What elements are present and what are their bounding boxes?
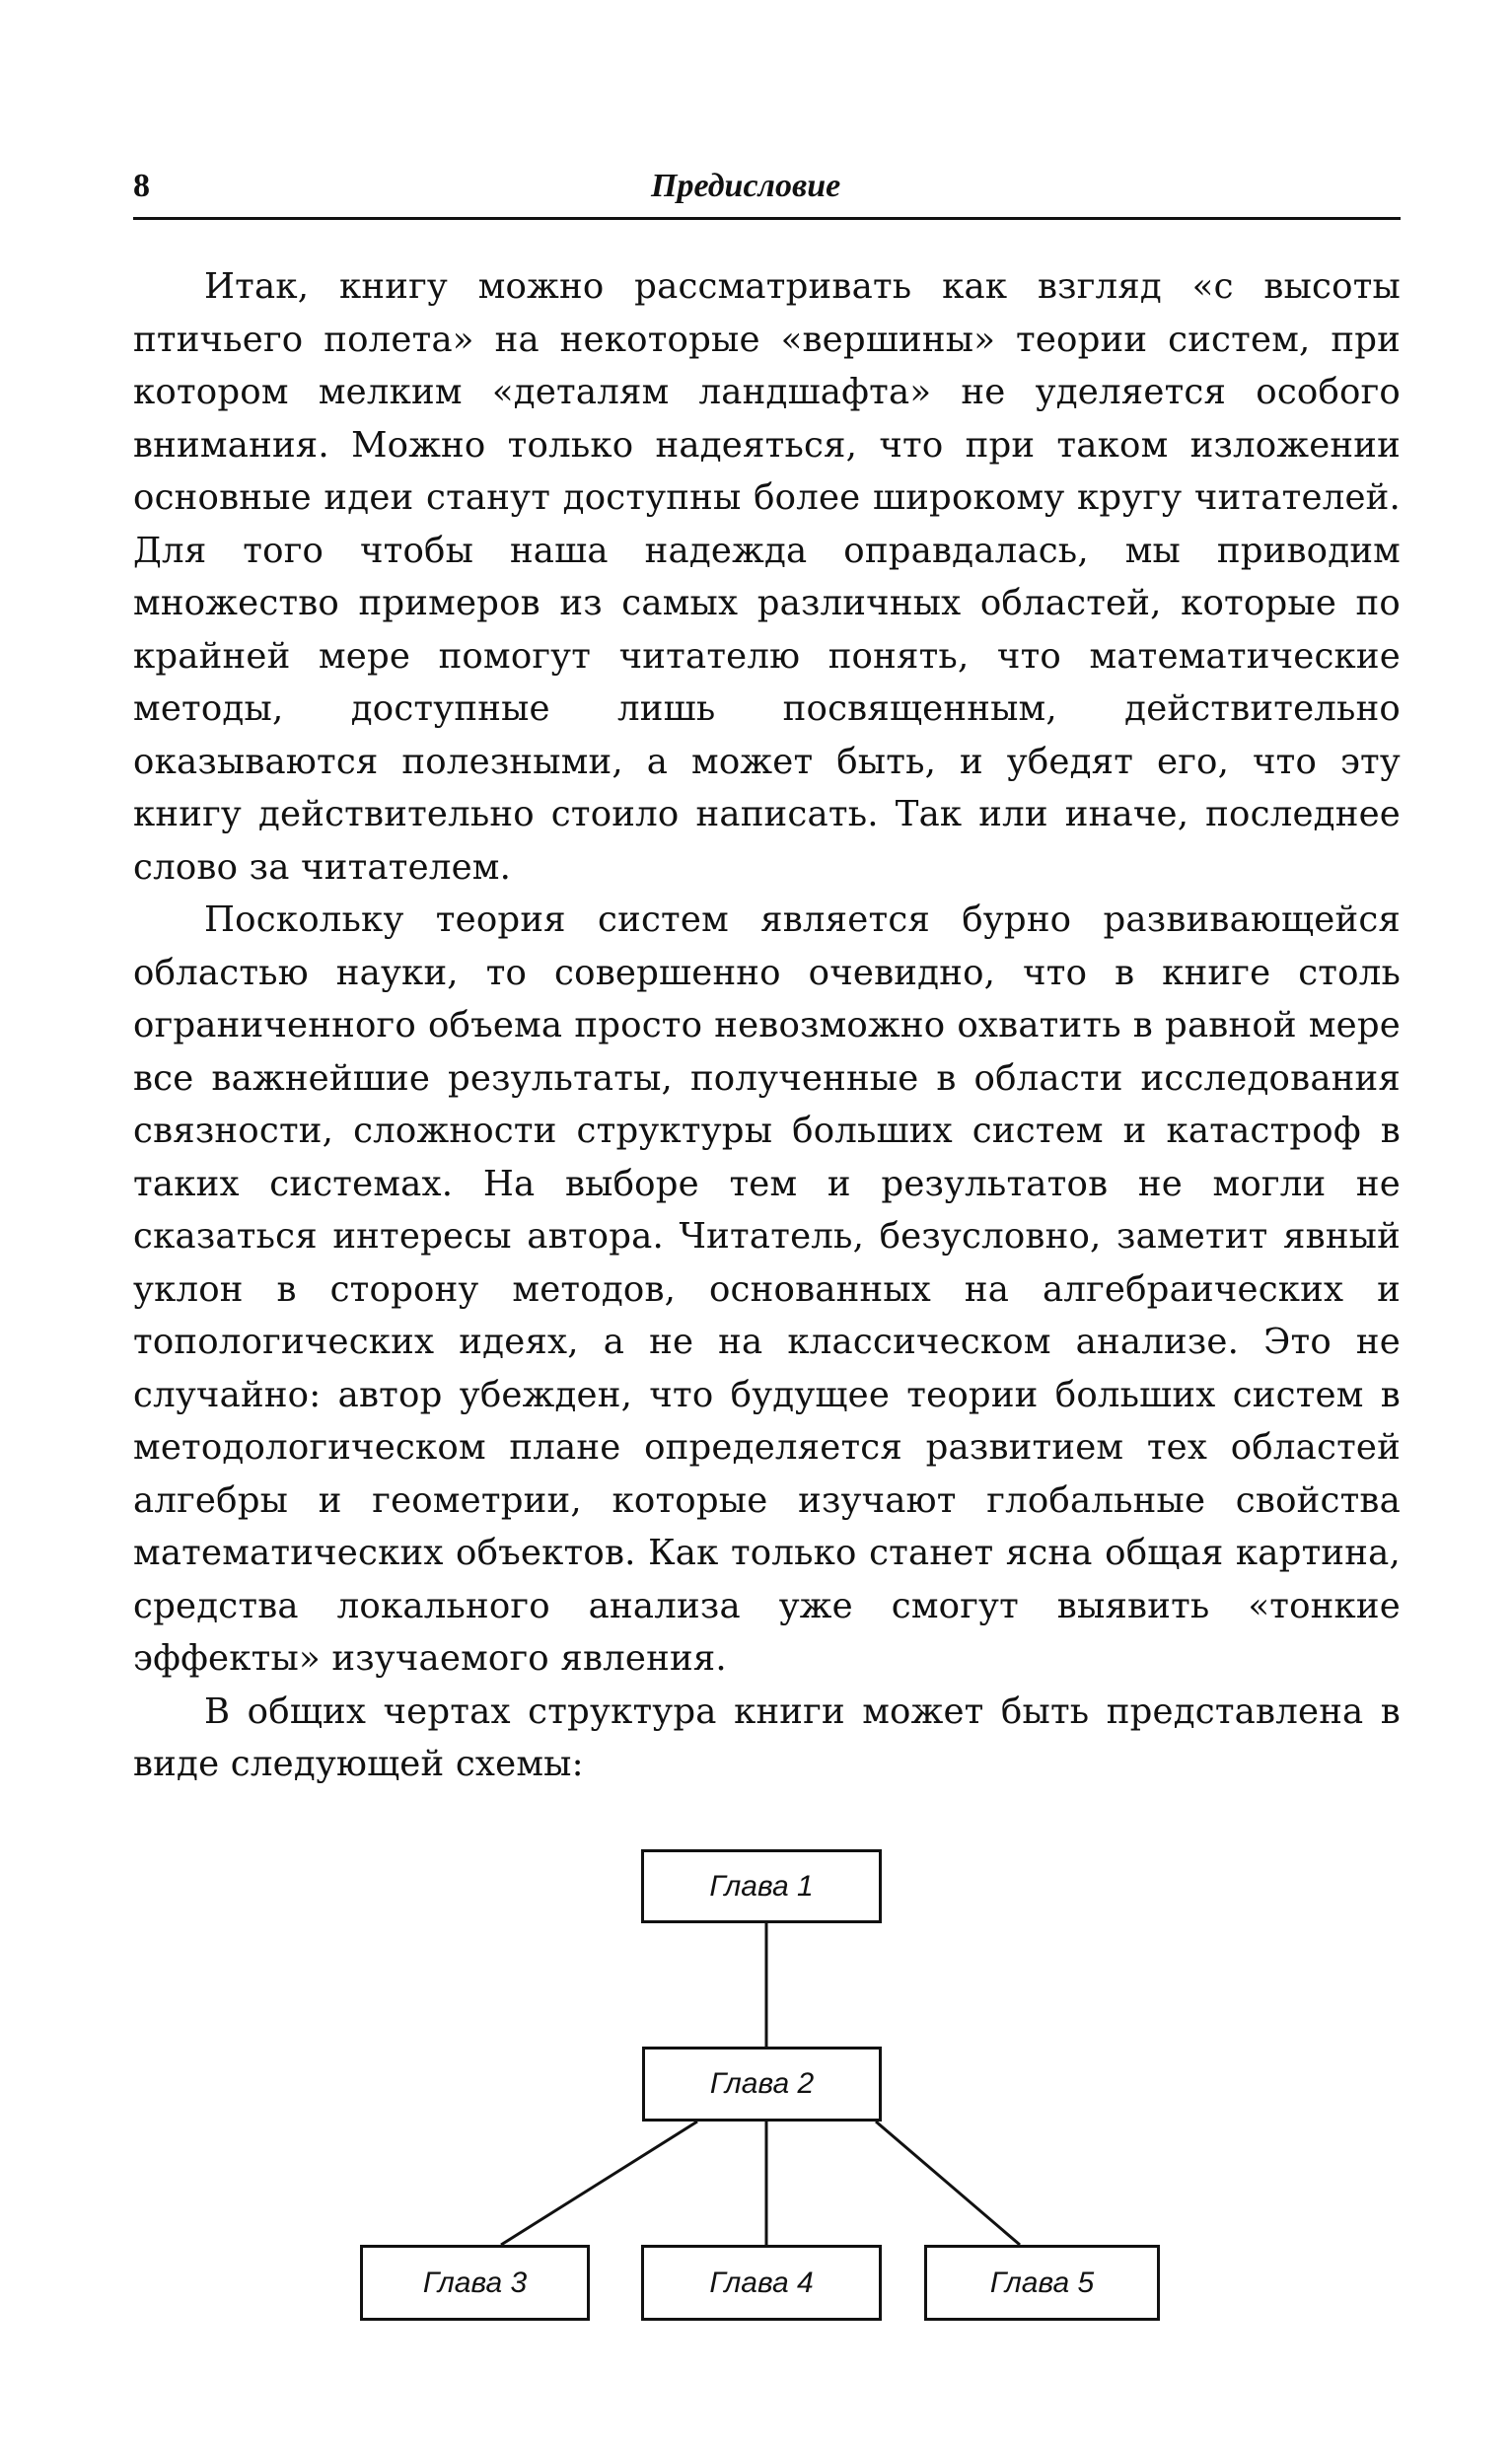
paragraph-1: Итак, книгу можно рассматривать как взгляд «с высоты птичьего полета» на некоторые «вершины» теории систем, при котором мелким «деталям ландшафта» не уделяется особого внимания. Можно только надеяться, что при таком изложении основные идеи станут доступны более широкому кругу читателей. Для того чтобы наша надежда оправдалась, мы приводим множество примеров из самых различных областей, которые по крайней мере помогут читателю понять, что математические методы, доступные лишь посвященным, действительно оказываются полезными, а может быть, и убедят его, что эту книгу действительно стоило написать. Так или иначе, последнее слово за читателем. <box>133 266 1401 888</box>
chapter-1-box: Глава 1 <box>641 1849 882 1923</box>
connector-ch2-ch5 <box>876 2122 1020 2245</box>
paragraph-3: В общих чертах структура книги может быть представлена в виде следующей схемы: <box>133 1691 1401 1784</box>
page-number: 8 <box>133 168 150 204</box>
chapter-4-box: Глава 4 <box>641 2245 882 2321</box>
chapter-3-box: Глава 3 <box>360 2245 590 2321</box>
chapter-2-box: Глава 2 <box>642 2047 882 2122</box>
paragraph-2: Поскольку теория систем является бурно развивающейся областью науки, то совершенно очевидно, что в книге столь ограниченного объема просто невозможно охватить в равной мере все важнейшие результаты, полученные в области исследования связности, сложности структуры больших систем и катастроф в таких системах. На выборе тем и результатов не могли не сказаться интересы автора. Читатель, безусловно, заметит явный уклон в сторону методов, основанных на алгебраических и топологических идеях, а не на классическом анализе. Это не случайно: автор убежден, что будущее теории больших систем в методологическом плане определяется развитием тех областей алгебры и геометрии, которые изучают глобальные свойства математических объектов. Как только станет ясна общая картина, средства локального анализа уже смогут выявить «тонкие эффекты» изучаемого явления. <box>133 899 1401 1679</box>
chapter-5-box: Глава 5 <box>924 2245 1160 2321</box>
running-title: Предисловие <box>651 168 841 204</box>
connector-ch2-ch3 <box>501 2122 697 2245</box>
